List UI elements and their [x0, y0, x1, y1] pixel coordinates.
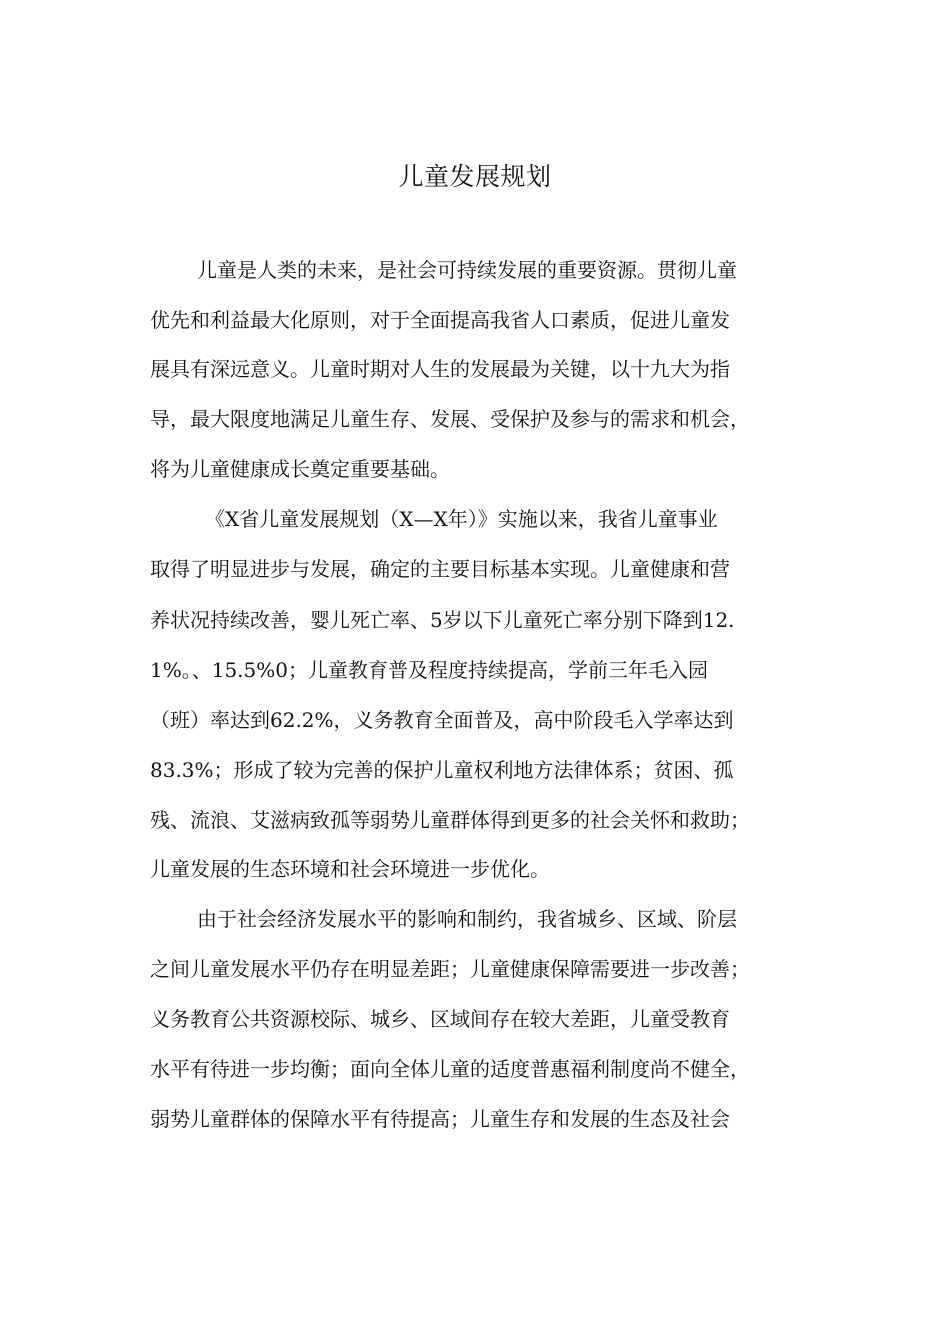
paragraph-1-line-5: 将为儿童健康成长奠定重要基础。: [150, 457, 450, 481]
paragraph-1-line-1: 儿童是人类的未来，是社会可持续发展的重要资源。贯彻儿童: [197, 258, 737, 282]
paragraph-3-line-2: 之间儿童发展水平仍存在明显差距；儿童健康保障需要进一步改善；: [150, 957, 750, 981]
paragraph-3-line-3: 义务教育公共资源校际、城乡、区域间存在较大差距，儿童受教育: [150, 1007, 730, 1031]
paragraph-3-line-5: 弱势儿童群体的保障水平有待提高；儿童生存和发展的生态及社会: [150, 1107, 730, 1131]
paragraph-2-line-7: 残、流浪、艾滋病致孤等弱势儿童群体得到更多的社会关怀和救助；: [150, 808, 750, 832]
paragraph-2-line-1: 《X省儿童发展规划（X—X年）》实施以来，我省儿童事业: [205, 507, 718, 531]
paragraph-3-line-1: 由于社会经济发展水平的影响和制约，我省城乡、区域、阶层: [197, 907, 737, 931]
document-title: 儿童发展规划: [398, 162, 552, 191]
paragraph-2-line-5: （班）率达到62.2%，义务教育全面普及，高中阶段毛入学率达到: [150, 708, 734, 732]
paragraph-2-line-4: 1%。、15.5%0；儿童教育普及程度持续提高，学前三年毛入园: [150, 658, 708, 682]
paragraph-3-line-4: 水平有待进一步均衡；面向全体儿童的适度普惠福利制度尚不健全，: [150, 1057, 750, 1081]
paragraph-2-line-8: 儿童发展的生态环境和社会环境进一步优化。: [150, 857, 550, 881]
paragraph-2-line-6: 83.3%；形成了较为完善的保护儿童权利地方法律体系；贫困、孤: [150, 758, 734, 782]
paragraph-1-line-2: 优先和利益最大化原则，对于全面提高我省人口素质，促进儿童发: [150, 308, 730, 332]
paragraph-1-line-4: 导，最大限度地满足儿童生存、发展、受保护及参与的需求和机会，: [150, 407, 750, 431]
paragraph-2-line-3: 养状况持续改善，婴儿死亡率、5岁以下儿童死亡率分别下降到12.: [150, 608, 735, 632]
paragraph-1-line-3: 展具有深远意义。儿童时期对人生的发展最为关键，以十九大为指: [150, 357, 730, 381]
paragraph-2-line-2: 取得了明显进步与发展，确定的主要目标基本实现。儿童健康和营: [150, 557, 730, 581]
